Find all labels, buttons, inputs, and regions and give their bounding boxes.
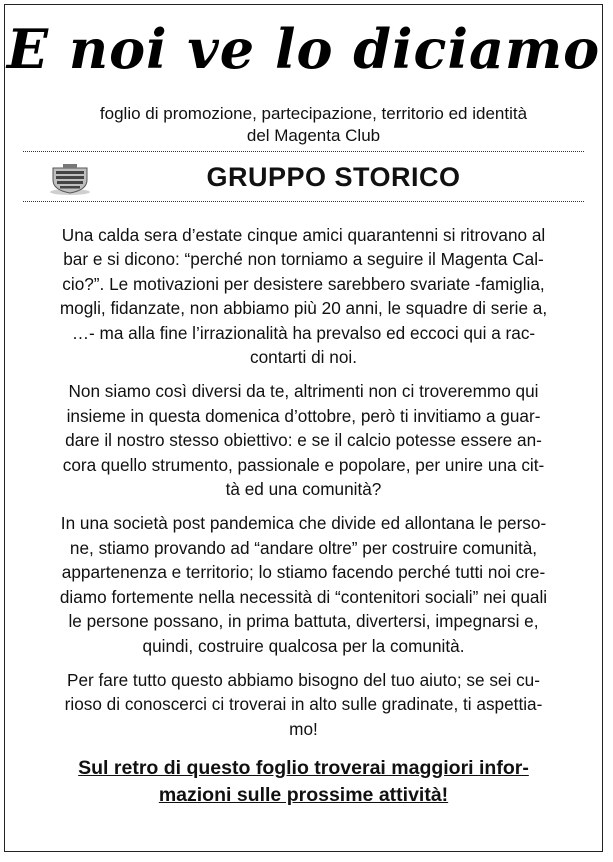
text-line: rioso di conoscerci ci troverai in alto sulle gradinate, ti aspettia- <box>64 694 543 715</box>
text-line: Una calda sera d’estate cinque amici quarantenni si ritrovano al <box>61 225 546 245</box>
text-line: le persone possano, in prima battuta, divertersi, impegnarsi e, <box>68 611 539 632</box>
masthead-subtitle <box>45 103 582 147</box>
text-line: diamo fortemente nella necessità di “contenitori sociali” nei quali <box>59 586 548 607</box>
text-line: ne, stiamo provando ad “andare oltre” per costruire comunità, <box>69 537 538 558</box>
text-line: bar e si dicono: “perché non torniamo a seguire il Magenta Cal- <box>63 249 544 270</box>
cta-line: Sul retro di questo foglio troverai maggiori infor- <box>78 757 529 780</box>
text-line: …- ma alla fine l’irrazionalità ha prevalso ed eccoci qui a rac- <box>71 322 536 343</box>
back-side-note <box>17 755 590 809</box>
text-line: In una società post pandemica che divide ed allontana le perso- <box>60 513 547 534</box>
divider <box>23 201 584 202</box>
divider <box>23 151 584 152</box>
paragraph <box>17 668 590 741</box>
text-line: cora quello strumento, passionale e popolare, per unire una cit- <box>62 454 545 475</box>
subtitle-line: del Magenta Club <box>246 126 381 145</box>
text-line: insieme in questa domenica d’ottobre, però ti invitiamo a guar- <box>66 405 541 426</box>
text-line: Non siamo così diversi da te, altrimenti non ci troveremmo qui <box>68 381 539 402</box>
text-line: dare il nostro stesso obiettivo: e se il calcio potesse essere an- <box>65 430 542 451</box>
text-line: mo! <box>289 718 318 739</box>
article-body <box>17 223 590 809</box>
masthead-title: E noi ve lo diciamo <box>6 17 601 81</box>
cta-line: mazioni sulle prossime attività! <box>158 784 449 807</box>
text-line: mogli, fidanzate, non abbiamo più 20 anni, le squadre di serie a, <box>59 298 548 319</box>
crest-icon <box>47 162 93 196</box>
text-line: contarti di noi. <box>249 347 357 368</box>
text-line: Per fare tutto questo abbiamo bisogno del tuo aiuto; se sei cu- <box>67 669 540 690</box>
paragraph <box>17 511 590 657</box>
text-line: tà ed una comunità? <box>225 479 382 500</box>
text-line: cio?”. Le motivazioni per desistere sarebbero svariate -famiglia, <box>62 273 545 294</box>
flyer-page <box>4 4 603 852</box>
paragraph <box>17 379 590 501</box>
subtitle-line: foglio di promozione, partecipazione, territorio ed identità <box>99 104 528 123</box>
section-title: GRUPPO STORICO <box>206 162 461 192</box>
text-line: quindi, costruire qualcosa per la comunità. <box>142 635 465 656</box>
text-line: appartenenza e territorio; lo stiamo facendo perché tutti noi cre- <box>61 562 546 583</box>
paragraph <box>17 223 590 369</box>
